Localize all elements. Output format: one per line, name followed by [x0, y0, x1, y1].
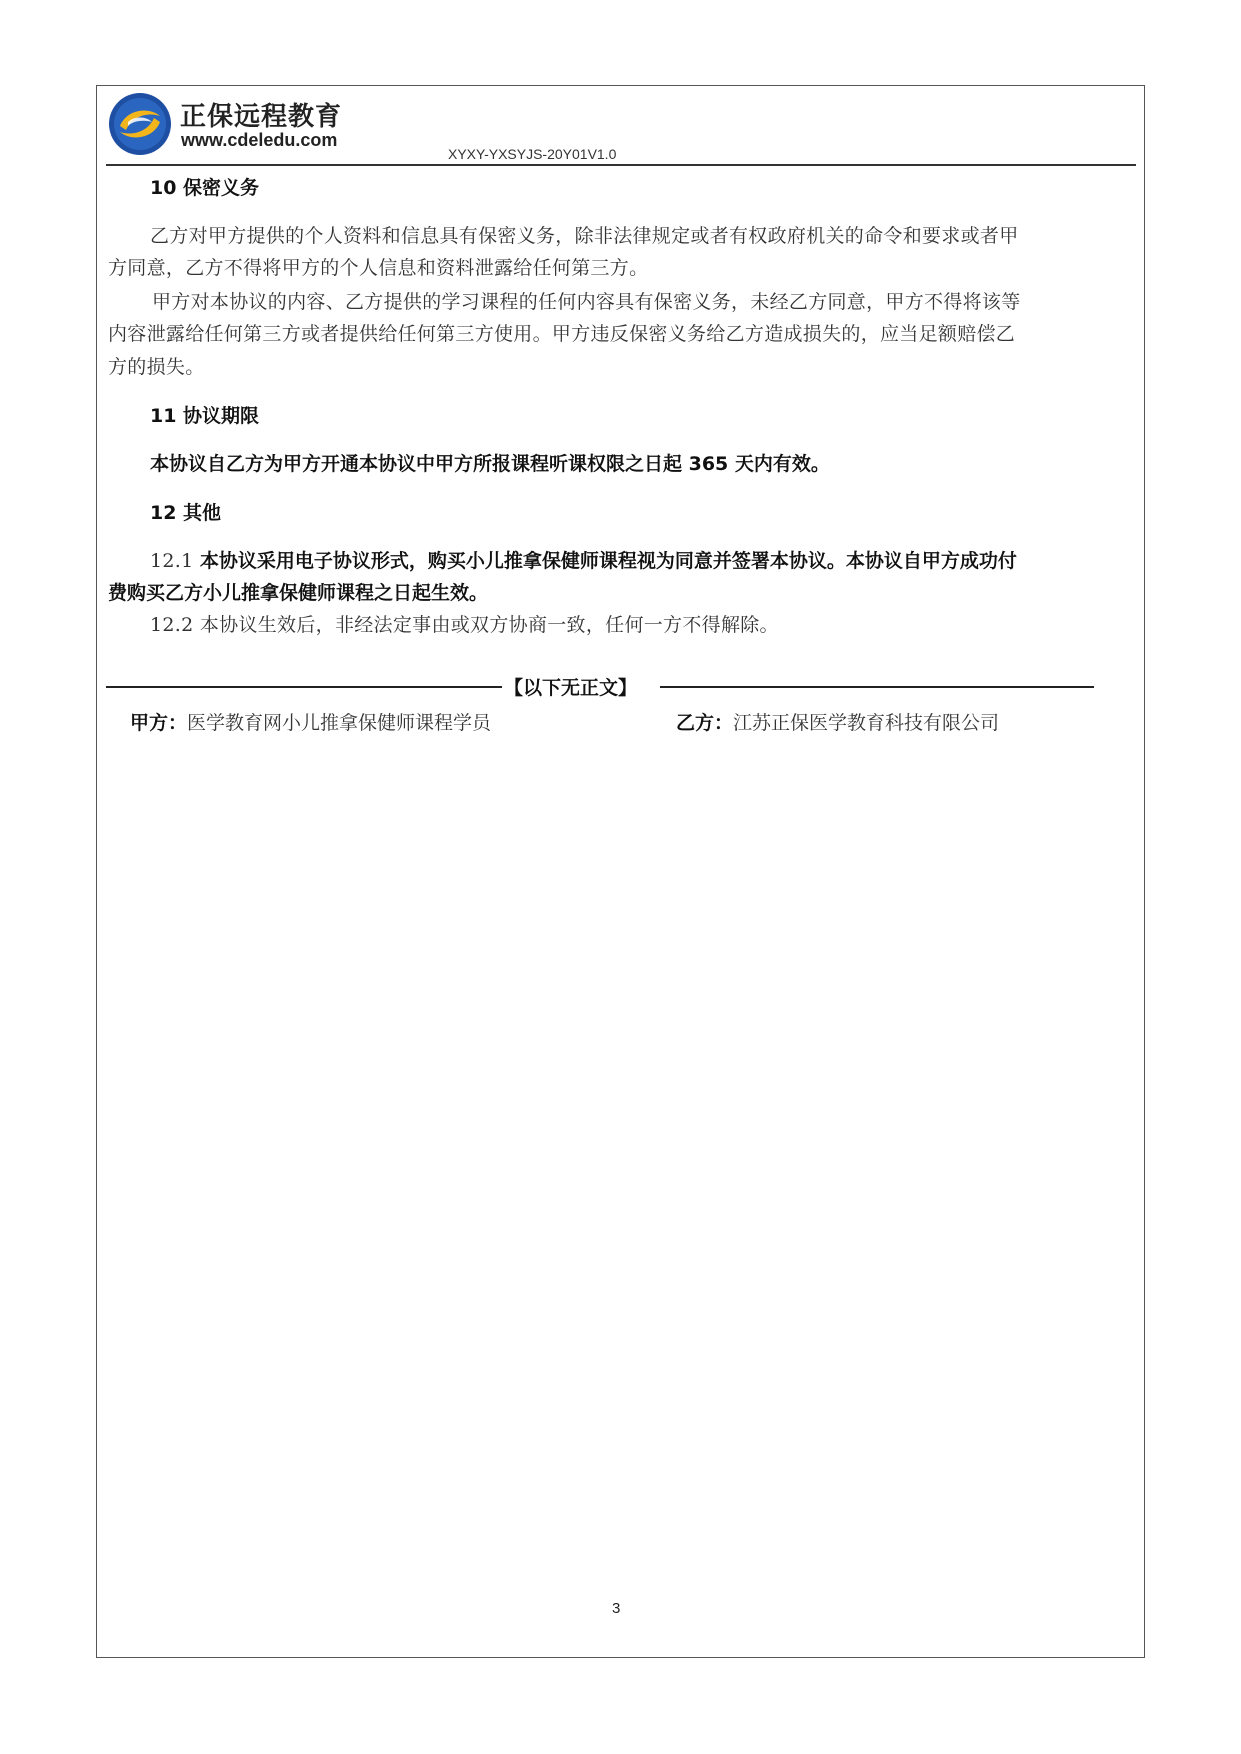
party-b-value: 江苏正保医学教育科技有限公司 [733, 712, 1000, 734]
brand-url: www.cdeledu.com [181, 130, 338, 150]
section-12-item1-line1 [150, 546, 1017, 573]
party-a-value: 医学教育网小儿推拿保健师课程学员 [187, 712, 492, 734]
separator-line-right [660, 686, 1094, 688]
section-10-para2-line3: 方的损失。 [108, 356, 205, 378]
section-10-para2-line2: 内容泄露给任何第三方或者提供给任何第三方使用。甲方违反保密义务给乙方造成损失的，应当足额赔偿乙 [108, 323, 1016, 345]
brand-name: 正保远程教育 [180, 102, 343, 132]
header-divider [106, 164, 1136, 166]
page-number: 3 [612, 1600, 621, 1617]
party-a [130, 708, 491, 735]
separator-line-left [106, 686, 502, 688]
party-b [676, 708, 999, 735]
section-12-title: 12 其他 [150, 502, 222, 524]
separator-text: 【以下无正文】 [504, 677, 638, 699]
section-10-para2-line1: 甲方对本协议的内容、乙方提供的学习课程的任何内容具有保密义务，未经乙方同意，甲方不得将该等 [152, 291, 1021, 313]
section-11-title: 11 协议期限 [150, 405, 260, 427]
section-12-item1-number: 12.1 [150, 550, 200, 572]
section-10-para1-line2: 方同意，乙方不得将甲方的个人信息和资料泄露给任何第三方。 [108, 257, 649, 279]
section-12-item1-text: 本协议采用电子协议形式，购买小儿推拿保健师课程视为同意并签署本协议。本协议自甲方成功付 [199, 550, 1017, 572]
party-b-label: 乙方： [676, 712, 734, 734]
section-11-body: 本协议自乙方为甲方开通本协议中甲方所报课程听课权限之日起 365 天内有效。 [150, 453, 830, 475]
company-logo [108, 92, 172, 156]
section-10-title: 10 保密义务 [150, 177, 260, 199]
section-12-item1-line2: 费购买乙方小儿推拿保健师课程之日起生效。 [108, 582, 489, 604]
document-code: XYXY-YXSYJS-20Y01V1.0 [448, 146, 617, 162]
party-a-label: 甲方： [130, 712, 188, 734]
section-12-item2: 12.2 本协议生效后，非经法定事由或双方协商一致，任何一方不得解除。 [150, 614, 779, 636]
section-10-para1-line1: 乙方对甲方提供的个人资料和信息具有保密义务，除非法律规定或者有权政府机关的命令和要求或者甲 [150, 225, 1019, 247]
